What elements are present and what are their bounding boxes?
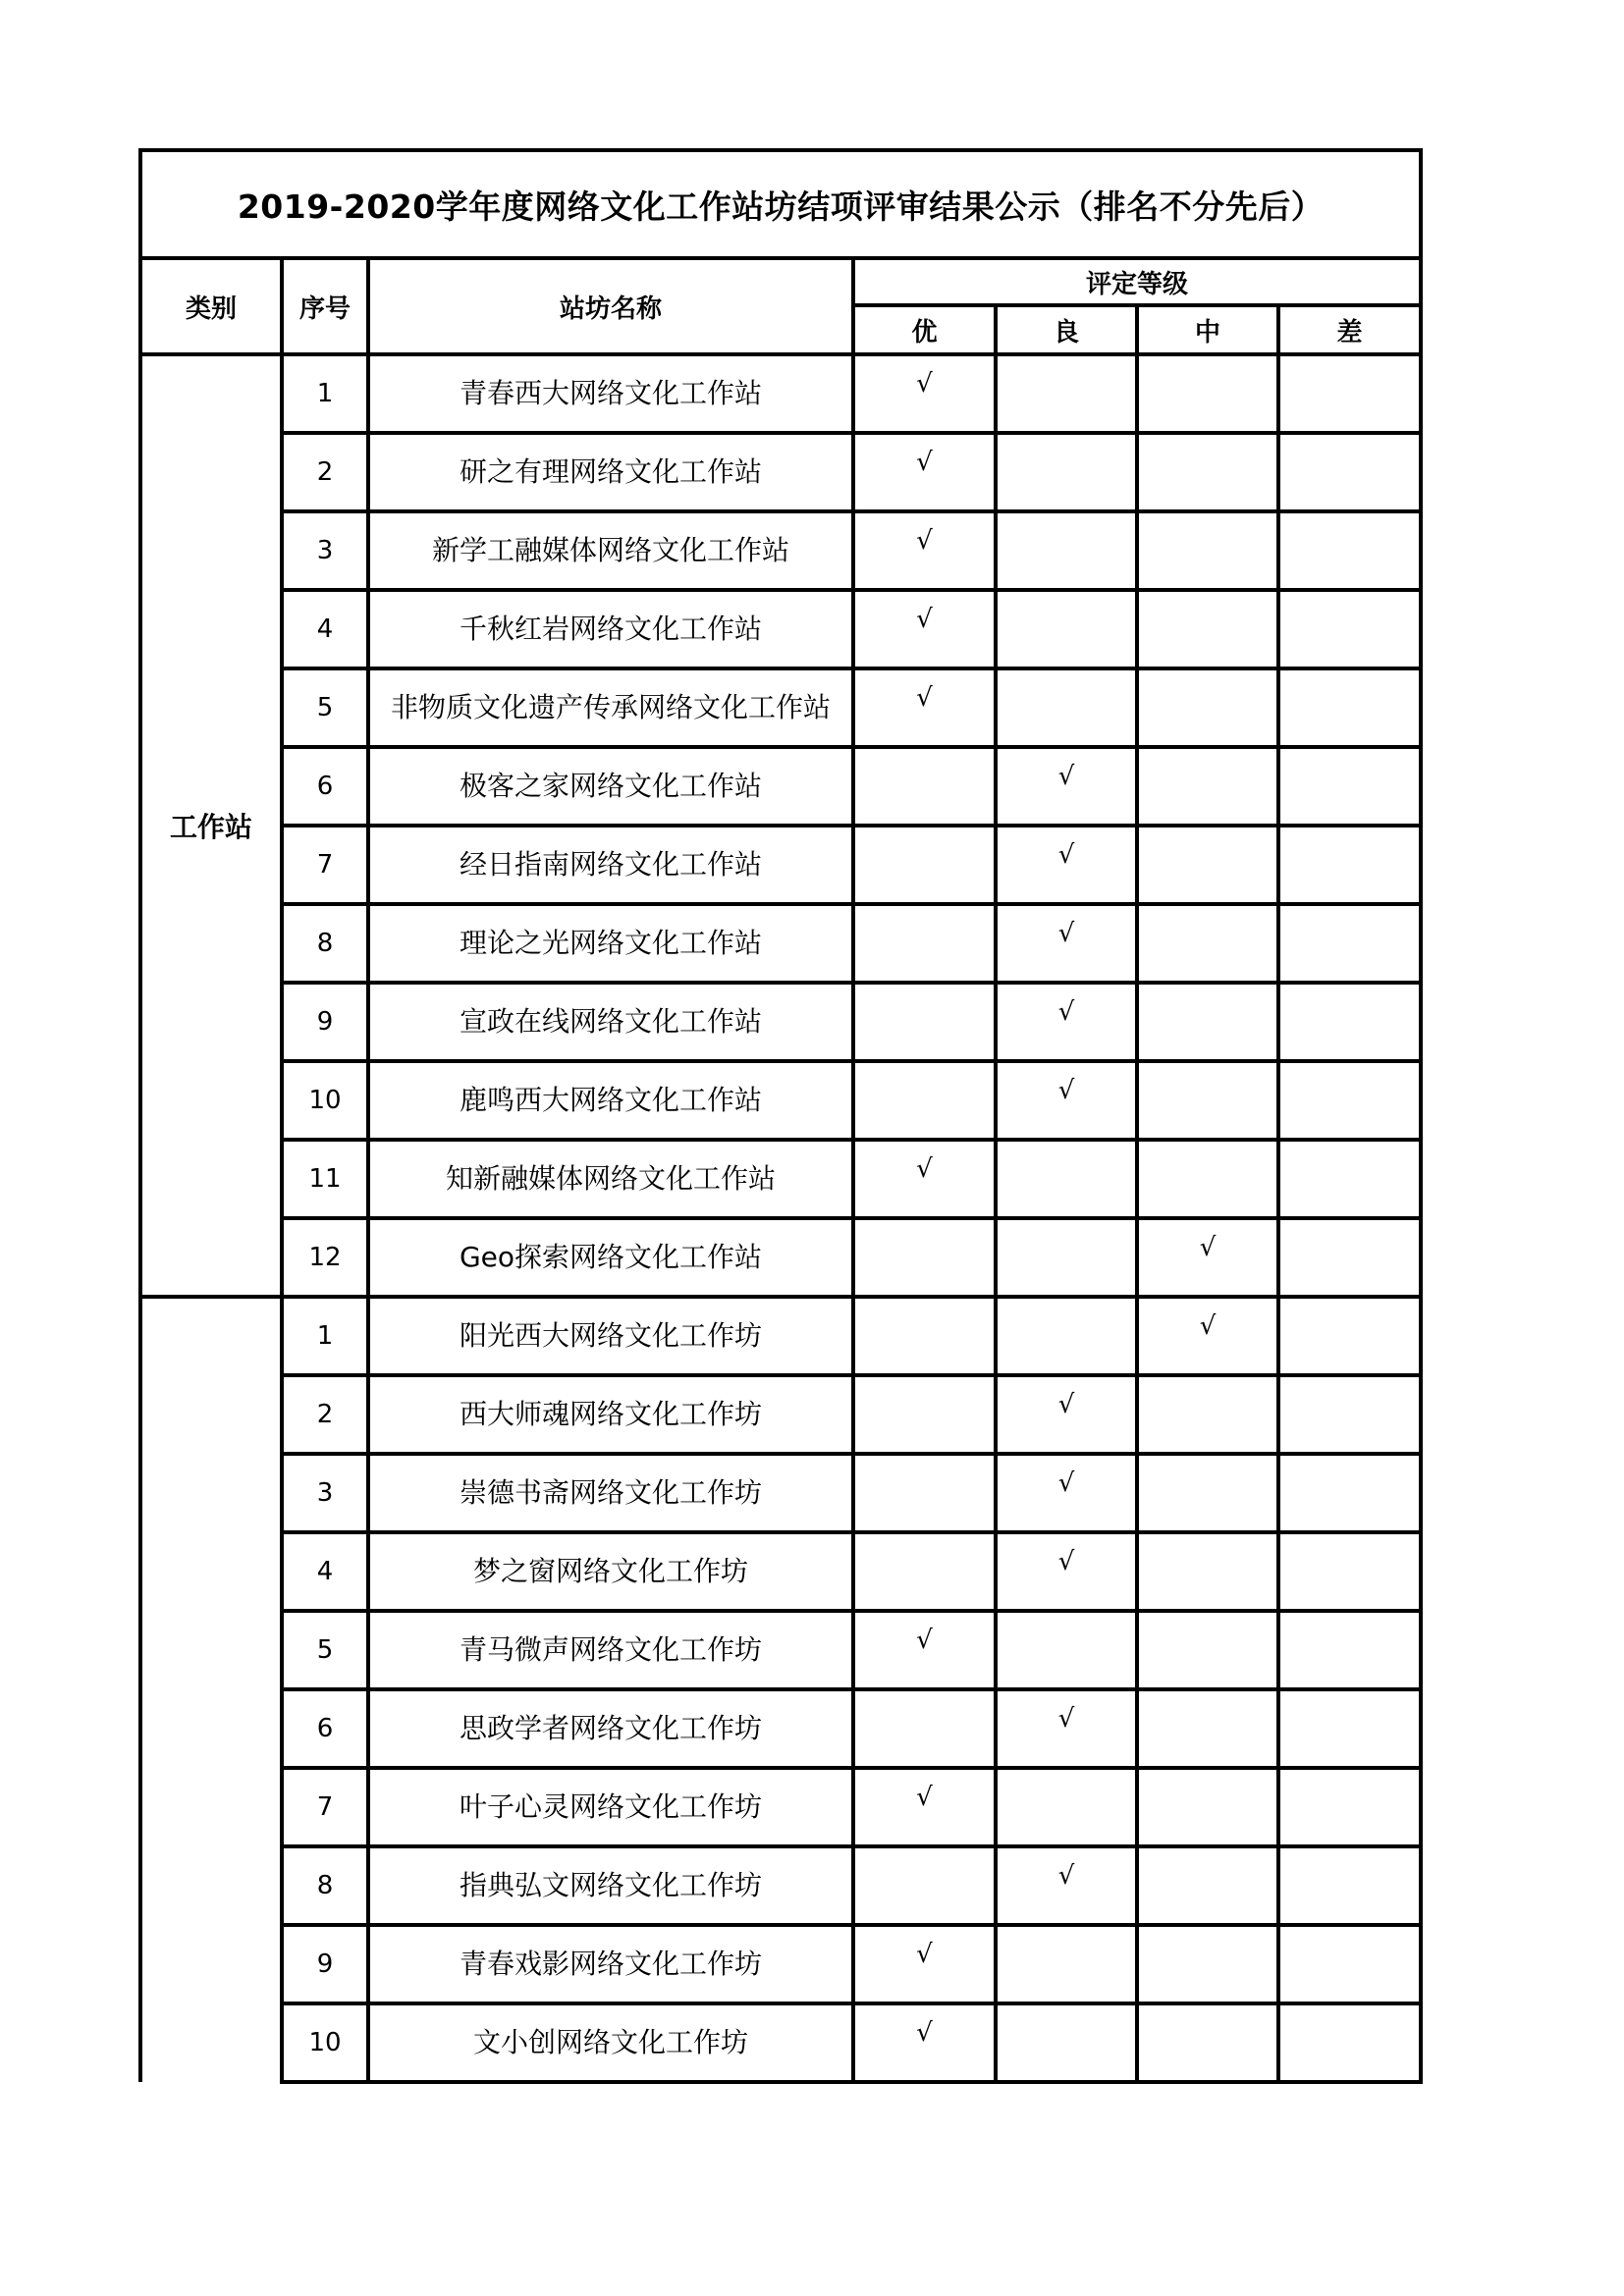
grade-cell bbox=[996, 433, 1137, 511]
station-name-cell: 知新融媒体网络文化工作站 bbox=[368, 1140, 853, 1218]
grade-cell bbox=[996, 511, 1137, 590]
checkmark-icon: √ bbox=[916, 1626, 933, 1655]
grade-cell bbox=[853, 1375, 996, 1454]
grade-cell bbox=[996, 1925, 1137, 2003]
grade-cell bbox=[1137, 1925, 1278, 2003]
station-name-cell: 西大师魂网络文化工作坊 bbox=[368, 1375, 853, 1454]
checkmark-icon: √ bbox=[916, 2018, 933, 2048]
grade-cell bbox=[853, 2003, 996, 2082]
grade-cell bbox=[853, 826, 996, 904]
table-row bbox=[140, 1375, 1421, 1454]
seq-cell: 5 bbox=[282, 668, 368, 747]
seq-cell: 12 bbox=[282, 1218, 368, 1297]
station-name-cell: 鹿鸣西大网络文化工作站 bbox=[368, 1061, 853, 1140]
table-row bbox=[140, 904, 1421, 983]
grade-cell bbox=[1137, 1846, 1278, 1925]
grade-cell bbox=[1137, 590, 1278, 668]
header-grade-poor: 差 bbox=[1278, 305, 1421, 354]
seq-cell: 4 bbox=[282, 590, 368, 668]
table-row bbox=[140, 2003, 1421, 2082]
grade-cell bbox=[853, 1846, 996, 1925]
grade-cell bbox=[996, 1140, 1137, 1218]
checkmark-icon: √ bbox=[916, 1940, 933, 1969]
station-name-cell: 崇德书斋网络文化工作坊 bbox=[368, 1454, 853, 1532]
grade-cell bbox=[1137, 1454, 1278, 1532]
grade-cell bbox=[1278, 1297, 1421, 1375]
grade-cell bbox=[1278, 511, 1421, 590]
grade-cell bbox=[996, 1532, 1137, 1611]
grade-cell bbox=[1278, 668, 1421, 747]
checkmark-icon: √ bbox=[1057, 840, 1075, 870]
grade-cell bbox=[853, 904, 996, 983]
category-cell bbox=[140, 1297, 282, 2082]
station-name-cell: 青马微声网络文化工作坊 bbox=[368, 1611, 853, 1689]
station-name-cell: 阳光西大网络文化工作坊 bbox=[368, 1297, 853, 1375]
table-row bbox=[140, 1218, 1421, 1297]
grade-cell bbox=[1137, 904, 1278, 983]
seq-cell: 5 bbox=[282, 1611, 368, 1689]
grade-cell bbox=[996, 590, 1137, 668]
seq-cell: 4 bbox=[282, 1532, 368, 1611]
table-row bbox=[140, 1454, 1421, 1532]
grade-cell bbox=[853, 1297, 996, 1375]
table-row bbox=[140, 1611, 1421, 1689]
grade-cell bbox=[1137, 1768, 1278, 1846]
grade-cell bbox=[1278, 2003, 1421, 2082]
station-name-cell: Geo探索网络文化工作站 bbox=[368, 1218, 853, 1297]
seq-cell: 10 bbox=[282, 1061, 368, 1140]
grade-cell bbox=[1278, 354, 1421, 433]
seq-cell: 6 bbox=[282, 747, 368, 826]
checkmark-icon: √ bbox=[916, 369, 933, 399]
station-name-cell: 思政学者网络文化工作坊 bbox=[368, 1689, 853, 1768]
grade-cell bbox=[1278, 1611, 1421, 1689]
checkmark-icon: √ bbox=[916, 605, 933, 634]
checkmark-icon: √ bbox=[916, 1154, 933, 1184]
table-row bbox=[140, 983, 1421, 1061]
grade-cell bbox=[1137, 747, 1278, 826]
seq-cell: 3 bbox=[282, 511, 368, 590]
grade-cell bbox=[1137, 433, 1278, 511]
grade-cell bbox=[1137, 511, 1278, 590]
grade-cell bbox=[853, 433, 996, 511]
table-row bbox=[140, 1061, 1421, 1140]
grade-cell bbox=[996, 354, 1137, 433]
header-seq: 序号 bbox=[282, 258, 368, 354]
grade-cell bbox=[1278, 1925, 1421, 2003]
grade-cell bbox=[853, 1611, 996, 1689]
table-row bbox=[140, 590, 1421, 668]
table-row bbox=[140, 826, 1421, 904]
seq-cell: 10 bbox=[282, 2003, 368, 2082]
grade-cell bbox=[996, 1218, 1137, 1297]
grade-cell bbox=[1278, 433, 1421, 511]
grade-cell bbox=[1137, 1611, 1278, 1689]
grade-cell bbox=[853, 1768, 996, 1846]
station-name-cell: 非物质文化遗产传承网络文化工作站 bbox=[368, 668, 853, 747]
station-name-cell: 极客之家网络文化工作站 bbox=[368, 747, 853, 826]
station-name-cell: 宣政在线网络文化工作站 bbox=[368, 983, 853, 1061]
seq-cell: 8 bbox=[282, 1846, 368, 1925]
seq-cell: 9 bbox=[282, 1925, 368, 2003]
table-row bbox=[140, 1846, 1421, 1925]
checkmark-icon: √ bbox=[1199, 1233, 1217, 1262]
grade-cell bbox=[1137, 354, 1278, 433]
grade-cell bbox=[853, 354, 996, 433]
grade-cell bbox=[996, 983, 1137, 1061]
grade-cell bbox=[1278, 1846, 1421, 1925]
grade-cell bbox=[996, 747, 1137, 826]
grade-cell bbox=[1278, 1689, 1421, 1768]
header-grade-good: 良 bbox=[996, 305, 1137, 354]
grade-cell bbox=[1278, 1768, 1421, 1846]
table-row bbox=[140, 1768, 1421, 1846]
seq-cell: 1 bbox=[282, 1297, 368, 1375]
grade-cell bbox=[1278, 1454, 1421, 1532]
table-row bbox=[140, 1532, 1421, 1611]
checkmark-icon: √ bbox=[1057, 1390, 1075, 1419]
results-sheet bbox=[138, 148, 1419, 2084]
checkmark-icon: √ bbox=[1057, 1076, 1075, 1105]
grade-cell bbox=[853, 1218, 996, 1297]
header-category: 类别 bbox=[140, 258, 282, 354]
grade-cell bbox=[1137, 1061, 1278, 1140]
grade-cell bbox=[996, 668, 1137, 747]
seq-cell: 2 bbox=[282, 1375, 368, 1454]
checkmark-icon: √ bbox=[1057, 919, 1075, 948]
grade-cell bbox=[853, 1140, 996, 1218]
checkmark-icon: √ bbox=[1057, 1861, 1075, 1891]
grade-cell bbox=[1137, 2003, 1278, 2082]
grade-cell bbox=[853, 983, 996, 1061]
grade-cell bbox=[853, 1925, 996, 2003]
grade-cell bbox=[1137, 983, 1278, 1061]
grade-cell bbox=[1137, 1532, 1278, 1611]
grade-cell bbox=[1278, 1532, 1421, 1611]
table-row bbox=[140, 1689, 1421, 1768]
grade-cell bbox=[1137, 1140, 1278, 1218]
grade-cell bbox=[996, 1611, 1137, 1689]
checkmark-icon: √ bbox=[1057, 1547, 1075, 1576]
table-row bbox=[140, 511, 1421, 590]
grade-cell bbox=[853, 590, 996, 668]
station-name-cell: 指典弘文网络文化工作坊 bbox=[368, 1846, 853, 1925]
grade-cell bbox=[853, 668, 996, 747]
station-name-cell: 经日指南网络文化工作站 bbox=[368, 826, 853, 904]
grade-cell bbox=[853, 511, 996, 590]
grade-cell bbox=[1137, 1375, 1278, 1454]
grade-cell bbox=[1278, 1061, 1421, 1140]
station-name-cell: 文小创网络文化工作坊 bbox=[368, 2003, 853, 2082]
page-title: 2019-2020学年度网络文化工作站坊结项评审结果公示（排名不分先后） bbox=[140, 150, 1421, 258]
table-row bbox=[140, 1925, 1421, 2003]
grade-cell bbox=[996, 904, 1137, 983]
category-cell: 工作站 bbox=[140, 354, 282, 1297]
checkmark-icon: √ bbox=[1199, 1311, 1217, 1341]
seq-cell: 7 bbox=[282, 1768, 368, 1846]
grade-cell bbox=[996, 826, 1137, 904]
table-row bbox=[140, 1140, 1421, 1218]
grade-cell bbox=[1278, 1375, 1421, 1454]
seq-cell: 11 bbox=[282, 1140, 368, 1218]
seq-cell: 9 bbox=[282, 983, 368, 1061]
grade-cell bbox=[996, 1689, 1137, 1768]
header-grade-group: 评定等级 bbox=[853, 258, 1421, 305]
station-name-cell: 梦之窗网络文化工作坊 bbox=[368, 1532, 853, 1611]
grade-cell bbox=[1137, 1297, 1278, 1375]
checkmark-icon: √ bbox=[1057, 762, 1075, 791]
grade-cell bbox=[996, 2003, 1137, 2082]
station-name-cell: 千秋红岩网络文化工作站 bbox=[368, 590, 853, 668]
grade-cell bbox=[853, 747, 996, 826]
grade-cell bbox=[1278, 904, 1421, 983]
grade-cell bbox=[996, 1297, 1137, 1375]
results-table bbox=[138, 148, 1423, 2084]
header-name: 站坊名称 bbox=[368, 258, 853, 354]
grade-cell bbox=[1137, 668, 1278, 747]
grade-cell bbox=[1137, 1689, 1278, 1768]
seq-cell: 6 bbox=[282, 1689, 368, 1768]
table-row bbox=[140, 747, 1421, 826]
station-name-cell: 新学工融媒体网络文化工作站 bbox=[368, 511, 853, 590]
station-name-cell: 理论之光网络文化工作站 bbox=[368, 904, 853, 983]
station-name-cell: 青春戏影网络文化工作坊 bbox=[368, 1925, 853, 2003]
table-row bbox=[140, 1297, 1421, 1375]
table-row bbox=[140, 668, 1421, 747]
grade-cell bbox=[1137, 826, 1278, 904]
checkmark-icon: √ bbox=[1057, 1468, 1075, 1498]
checkmark-icon: √ bbox=[916, 448, 933, 477]
seq-cell: 2 bbox=[282, 433, 368, 511]
grade-cell bbox=[1278, 983, 1421, 1061]
grade-cell bbox=[996, 1454, 1137, 1532]
checkmark-icon: √ bbox=[916, 1783, 933, 1812]
grade-cell bbox=[996, 1061, 1137, 1140]
header-grade-fair: 中 bbox=[1137, 305, 1278, 354]
station-name-cell: 叶子心灵网络文化工作坊 bbox=[368, 1768, 853, 1846]
station-name-cell: 青春西大网络文化工作站 bbox=[368, 354, 853, 433]
seq-cell: 8 bbox=[282, 904, 368, 983]
grade-cell bbox=[853, 1061, 996, 1140]
grade-cell bbox=[1278, 826, 1421, 904]
checkmark-icon: √ bbox=[1057, 1704, 1075, 1734]
header-grade-excellent: 优 bbox=[853, 305, 996, 354]
seq-cell: 1 bbox=[282, 354, 368, 433]
checkmark-icon: √ bbox=[916, 526, 933, 556]
grade-cell bbox=[1278, 590, 1421, 668]
checkmark-icon: √ bbox=[1057, 997, 1075, 1027]
grade-cell bbox=[853, 1689, 996, 1768]
grade-cell bbox=[996, 1375, 1137, 1454]
grade-cell bbox=[996, 1768, 1137, 1846]
grade-cell bbox=[853, 1532, 996, 1611]
grade-cell bbox=[853, 1454, 996, 1532]
table-row bbox=[140, 433, 1421, 511]
grade-cell bbox=[1137, 1218, 1278, 1297]
grade-cell bbox=[1278, 747, 1421, 826]
station-name-cell: 研之有理网络文化工作站 bbox=[368, 433, 853, 511]
table-row bbox=[140, 354, 1421, 433]
seq-cell: 3 bbox=[282, 1454, 368, 1532]
grade-cell bbox=[996, 1846, 1137, 1925]
grade-cell bbox=[1278, 1218, 1421, 1297]
seq-cell: 7 bbox=[282, 826, 368, 904]
grade-cell bbox=[1278, 1140, 1421, 1218]
checkmark-icon: √ bbox=[916, 683, 933, 713]
